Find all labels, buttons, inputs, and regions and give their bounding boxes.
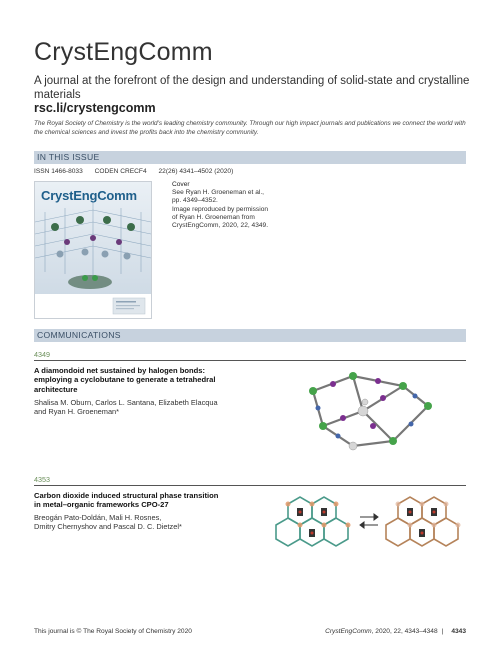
issn: ISSN 1466-8033 [34,168,83,175]
footer-page-number: 4343 [451,628,466,635]
article-authors [34,398,269,416]
journal-url[interactable]: rsc.li/crystengcomm [34,101,156,115]
footer-citation [325,628,466,635]
cover-caption-line: CrystEngComm, 2020, 22, 4349. [172,222,269,230]
journal-title: CrystEngComm [34,38,213,66]
issn-line [34,168,243,175]
authors-line: Breogán Pato-Doldán, Mali H. Rosnes, [34,513,162,522]
cover-caption-line: pp. 4349–4352. [172,197,218,205]
in-this-issue-bar [34,151,466,164]
authors-line: Shalisa M. Oburn, Carlos L. Santana, Elizabeth Elacqua [34,398,218,407]
cover-label: Cover [172,181,190,188]
mof-phase-transition-graphic [268,490,468,555]
cover-caption-line: of Ryan H. Groeneman from [172,213,255,221]
article-title-line: architecture [34,384,78,394]
cover-caption [172,181,282,230]
coden: CODEN CRECF4 [94,168,147,175]
communications-bar [34,329,466,342]
graphical-abstract-image[interactable] [268,490,468,555]
article-title-line: Carbon dioxide induced structural phase transition [34,491,219,500]
article-divider [34,360,466,361]
communications-label: COMMUNICATIONS [37,330,121,340]
article-title-line: in metal–organic frameworks CPO-27 [34,500,169,510]
footer-journal-name: CrystEngComm [325,628,372,635]
cover-image[interactable] [34,181,152,319]
article-title[interactable] [34,491,269,510]
article-title-line: A diamondoid net sustained by halogen bonds: [34,366,206,375]
rsc-statement: The Royal Society of Chemistry is the world’s leading chemistry community. Through our high impact journals and publications we connect the world with the chemical sciences and invest the profits back into the chemistry community. [34,120,466,136]
footer-separator: | [441,628,444,635]
journal-tagline: A journal at the forefront of the design and understanding of solid-state and crystalline materials [34,75,470,101]
in-this-issue-label: IN THIS ISSUE [37,152,100,162]
authors-line: and Ryan H. Groeneman* [34,407,120,417]
authors-line: Dmitry Chernyshov and Pascal D. C. Dietzel* [34,522,182,532]
cover-caption-line: Image reproduced by permission [172,205,269,213]
cover-caption-line: See Ryan H. Groeneman et al., [172,189,264,197]
graphical-abstract-image[interactable] [293,366,443,466]
footer-cite: , 2020, 22, 4343–4348 [371,628,438,635]
diamondoid-structure-graphic [293,366,443,466]
volume-info: 22(26) 4341–4502 (2020) [158,168,234,175]
article-title[interactable] [34,366,269,394]
article-title-line: employing a cyclobutane to generate a tetrahedral [34,375,216,385]
article-authors [34,513,269,531]
article-page-number: 4353 [34,475,50,484]
footer-copyright: This journal is © The Royal Society of Chemistry 2020 [34,628,192,635]
article-page-number: 4349 [34,350,50,359]
cover-journal-name: CrystEngComm [41,188,137,203]
article-divider [34,485,466,486]
